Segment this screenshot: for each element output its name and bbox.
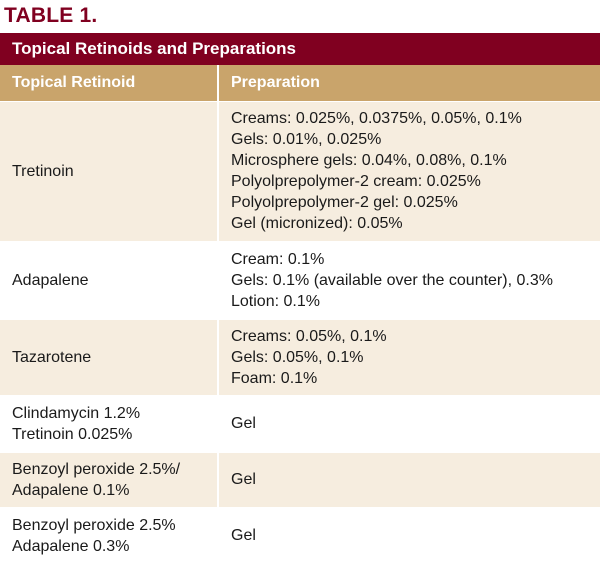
preparation-cell — [218, 508, 600, 564]
column-header-retinoid: Topical Retinoid — [0, 65, 218, 102]
preparation-line: Creams: 0.05%, 0.1% — [231, 327, 387, 345]
table-row — [0, 102, 600, 242]
retinoid-name: Tretinoin — [12, 162, 74, 180]
table-row — [0, 319, 600, 396]
table-row — [0, 452, 600, 508]
retinoid-cell — [0, 508, 218, 564]
preparation-line: Foam: 0.1% — [231, 369, 318, 387]
retinoid-cell — [0, 319, 218, 396]
preparation-cell — [218, 102, 600, 242]
preparation-line: Gel — [231, 415, 256, 432]
retinoid-cell — [0, 452, 218, 508]
retinoid-cell — [0, 396, 218, 452]
preparation-line: Microsphere gels: 0.04%, 0.08%, 0.1% — [231, 152, 507, 170]
retinoid-name: Tazarotene — [12, 348, 92, 366]
retinoid-name: Tretinoin 0.025% — [12, 425, 133, 443]
preparation-line: Gels: 0.05%, 0.1% — [231, 348, 364, 366]
table-title-text: Topical Retinoids and Preparations — [12, 39, 297, 58]
table-header-row — [0, 65, 600, 102]
preparation-line: Gel — [231, 471, 256, 488]
preparation-cell — [218, 319, 600, 396]
column-header-preparation: Preparation — [218, 65, 600, 102]
preparation-cell — [218, 242, 600, 319]
preparation-line: Gel — [231, 527, 256, 544]
retinoid-name: Benzoyl peroxide 2.5% — [12, 516, 176, 534]
retinoid-cell — [0, 242, 218, 319]
table-title — [0, 33, 600, 65]
table-row — [0, 508, 600, 564]
retinoid-name: Adapalene — [12, 271, 89, 289]
preparation-line: Polyolprepolymer-2 gel: 0.025% — [231, 194, 458, 212]
retinoid-cell — [0, 102, 218, 242]
retinoid-name: Adapalene 0.3% — [12, 537, 130, 555]
preparation-line: Creams: 0.025%, 0.0375%, 0.05%, 0.1% — [231, 110, 522, 128]
preparation-line: Gels: 0.01%, 0.025% — [231, 131, 382, 149]
preparation-line: Cream: 0.1% — [231, 250, 325, 268]
retinoid-name: Adapalene 0.1% — [12, 481, 130, 499]
preparation-line: Lotion: 0.1% — [231, 292, 320, 310]
retinoid-table — [0, 65, 600, 565]
table-row — [0, 242, 600, 319]
preparation-line: Polyolprepolymer-2 cream: 0.025% — [231, 173, 481, 191]
preparation-line: Gels: 0.1% (available over the counter), 0.3% — [231, 271, 553, 289]
preparation-line: Gel (micronized): 0.05% — [231, 215, 403, 233]
preparation-cell — [218, 396, 600, 452]
table-label: TABLE 1. — [4, 4, 98, 27]
table-row — [0, 396, 600, 452]
preparation-cell — [218, 452, 600, 508]
retinoid-name: Clindamycin 1.2% — [12, 404, 141, 422]
retinoid-name: Benzoyl peroxide 2.5%/ — [12, 460, 181, 478]
